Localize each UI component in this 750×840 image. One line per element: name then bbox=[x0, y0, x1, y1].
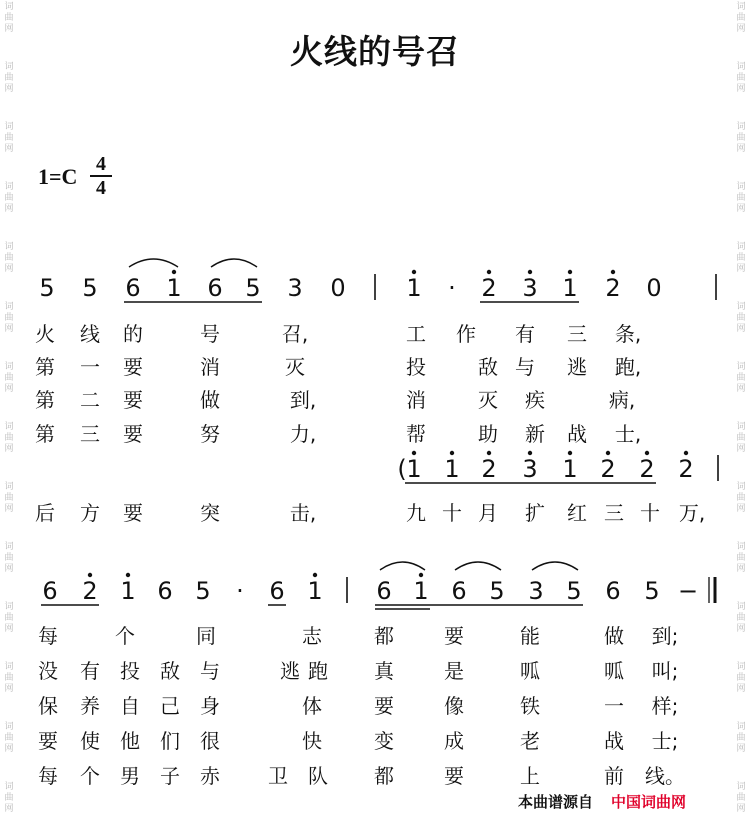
lyric-char: 男 bbox=[120, 764, 140, 788]
lyric-char: 很 bbox=[200, 729, 220, 753]
time-signature-top: 4 bbox=[96, 153, 106, 175]
watermark-text: 词 曲 网 bbox=[4, 362, 14, 394]
note-digit: 6 bbox=[125, 274, 141, 302]
watermark-text: 词 曲 网 bbox=[4, 662, 14, 694]
octave-dot bbox=[606, 451, 610, 455]
watermark-text: 词 曲 网 bbox=[736, 602, 746, 634]
lyric-char: 体 bbox=[302, 694, 322, 718]
watermark-text: 词 曲 网 bbox=[736, 62, 746, 94]
lyric-line-verse1 bbox=[0, 318, 750, 344]
lyric-char: 的 bbox=[123, 322, 143, 346]
watermark-text: 词 曲 网 bbox=[736, 782, 746, 814]
watermark-text: 词 曲 网 bbox=[736, 302, 746, 334]
lyric-char: 战 bbox=[567, 422, 587, 446]
lyric-char: 一 bbox=[80, 355, 100, 379]
watermark-text: 词 曲 网 bbox=[4, 482, 14, 514]
lyric-char: 要 bbox=[123, 422, 143, 446]
lyric-char: 都 bbox=[374, 624, 394, 648]
note-digit: 2 bbox=[82, 577, 98, 605]
lyric-char: 要 bbox=[444, 764, 464, 788]
note-digit: 6 bbox=[605, 577, 621, 605]
watermark-text: 词 曲 网 bbox=[4, 782, 14, 814]
lyric-char: 使 bbox=[80, 729, 100, 753]
lyric-char: 跑, bbox=[614, 355, 642, 379]
note-digit: 6 bbox=[269, 577, 285, 605]
lyric-char: 逃 bbox=[567, 355, 587, 379]
note-digit: 6 bbox=[207, 274, 223, 302]
bracket-glyph: ( bbox=[397, 455, 407, 483]
lyric-char: 助 bbox=[478, 422, 498, 446]
lyric-char: 力, bbox=[289, 422, 317, 446]
lyric-line-verse2 bbox=[0, 351, 750, 377]
lyric-char: 灭 bbox=[285, 355, 305, 379]
lyric-char: 成 bbox=[444, 729, 464, 753]
note-digit: − bbox=[677, 577, 699, 605]
octave-dot bbox=[568, 451, 572, 455]
lyric-char: 们 bbox=[160, 729, 180, 753]
watermark-text: 词 曲 网 bbox=[4, 602, 14, 634]
lyric-char: 消 bbox=[406, 388, 426, 412]
slur bbox=[380, 562, 425, 570]
note-digit: 3 bbox=[522, 274, 538, 302]
lyric-char: 到, bbox=[289, 388, 317, 412]
lyric-char: 要 bbox=[123, 388, 143, 412]
source-site: 中国词曲网 bbox=[611, 793, 687, 811]
lyric-char: 个 bbox=[80, 764, 100, 788]
lyric-char: 二 bbox=[80, 388, 100, 412]
watermark-text: 词 曲 网 bbox=[736, 482, 746, 514]
lyric-char: 战 bbox=[604, 729, 624, 753]
lyric-char: 子 bbox=[160, 764, 180, 788]
time-signature-bottom: 4 bbox=[96, 177, 106, 199]
lyric-char: 保 bbox=[38, 694, 58, 718]
note-digit: 6 bbox=[451, 577, 467, 605]
octave-dot bbox=[487, 451, 491, 455]
lyric-char: 要 bbox=[444, 624, 464, 648]
watermark-text: 词 曲 网 bbox=[4, 2, 14, 34]
lyric-char: 前 bbox=[604, 764, 624, 788]
lyric-char: 赤 bbox=[200, 764, 220, 788]
slur bbox=[129, 259, 178, 267]
lyric-line-part2-5 bbox=[0, 760, 750, 786]
watermark-text: 词 曲 网 bbox=[736, 422, 746, 454]
note-digit: 1 bbox=[120, 577, 136, 605]
lyric-char: 线 bbox=[80, 322, 100, 346]
lyric-char: 变 bbox=[374, 729, 394, 753]
lyric-char: 要 bbox=[123, 355, 143, 379]
lyric-char: 三 bbox=[604, 501, 624, 525]
note-digit: 5 bbox=[489, 577, 505, 605]
lyric-char: 突 bbox=[200, 501, 220, 525]
note-digit: 2 bbox=[481, 455, 497, 483]
lyric-char: 扩 bbox=[525, 501, 545, 525]
watermark-text: 词 曲 网 bbox=[736, 722, 746, 754]
note-digit: 3 bbox=[287, 274, 303, 302]
lyric-char: 投 bbox=[406, 355, 426, 379]
watermark-text: 词 曲 网 bbox=[736, 242, 746, 274]
octave-dot bbox=[88, 573, 92, 577]
lyric-char: 上 bbox=[520, 764, 540, 788]
lyric-char: 投 bbox=[120, 659, 140, 683]
note-digit: 6 bbox=[42, 577, 58, 605]
watermark-text: 词 曲 网 bbox=[4, 122, 14, 154]
watermark-text: 词 曲 网 bbox=[4, 302, 14, 334]
lyric-char: 是 bbox=[444, 659, 464, 683]
lyric-char: 己 bbox=[160, 694, 180, 718]
note-digit: 2 bbox=[481, 274, 497, 302]
watermark-text: 词 曲 网 bbox=[736, 2, 746, 34]
lyric-line-part2-2 bbox=[0, 655, 750, 681]
song-title: 火线的号召 bbox=[290, 32, 460, 71]
lyric-char: 都 bbox=[374, 764, 394, 788]
lyric-char: 能 bbox=[520, 624, 540, 648]
note-digit: 0 bbox=[646, 274, 662, 302]
lyric-char: 敌 bbox=[478, 355, 498, 379]
lyric-line-verse5 bbox=[0, 497, 750, 523]
lyric-char: 与 bbox=[515, 355, 535, 379]
watermark-text: 词 曲 网 bbox=[4, 182, 14, 214]
lyric-char: 号 bbox=[200, 322, 220, 346]
lyric-char: 疾 bbox=[525, 388, 545, 412]
lyric-char: 自 bbox=[120, 694, 140, 718]
lyric-char: 做 bbox=[604, 624, 624, 648]
lyric-char: 身 bbox=[200, 694, 220, 718]
lyric-char: 病, bbox=[608, 388, 636, 412]
watermark-text: 词 曲 网 bbox=[4, 62, 14, 94]
lyric-char: 他 bbox=[120, 729, 140, 753]
lyric-char: 召, bbox=[281, 322, 309, 346]
note-digit: 5 bbox=[566, 577, 582, 605]
lyric-char: 帮 bbox=[406, 422, 426, 446]
octave-dot bbox=[645, 451, 649, 455]
note-digit: 1 bbox=[413, 577, 429, 605]
lyric-char: 志 bbox=[302, 624, 322, 648]
watermark-text: 词 曲 网 bbox=[736, 122, 746, 154]
watermark-text: 词 曲 网 bbox=[736, 362, 746, 394]
lyric-char: 作 bbox=[456, 322, 476, 346]
lyric-char: 队 bbox=[308, 764, 328, 788]
lyric-char: 击, bbox=[289, 501, 317, 525]
lyric-char: 士; bbox=[651, 729, 679, 753]
lyric-line-verse3 bbox=[0, 384, 750, 410]
lyric-char: 工 bbox=[406, 322, 426, 346]
lyric-char: 铁 bbox=[520, 694, 540, 718]
lyric-char: 线。 bbox=[645, 764, 685, 788]
lyric-char: 逃 bbox=[280, 659, 300, 683]
note-digit: 2 bbox=[605, 274, 621, 302]
octave-dot bbox=[450, 451, 454, 455]
note-digit: 1 bbox=[406, 274, 422, 302]
lyric-char: 条, bbox=[614, 322, 642, 346]
octave-dot bbox=[126, 573, 130, 577]
lyric-char: 要 bbox=[123, 501, 143, 525]
octave-dot bbox=[528, 451, 532, 455]
note-digit: 1 bbox=[166, 274, 182, 302]
lyric-line-part2-1 bbox=[0, 620, 750, 646]
note-digit: 5 bbox=[82, 274, 98, 302]
lyric-char: 火 bbox=[35, 322, 55, 346]
lyric-char: 老 bbox=[520, 729, 540, 753]
octave-dot bbox=[313, 573, 317, 577]
lyric-char: 做 bbox=[200, 388, 220, 412]
watermark-text: 词 曲 网 bbox=[4, 542, 14, 574]
lyric-char: 灭 bbox=[478, 388, 498, 412]
note-digit: 0 bbox=[330, 274, 346, 302]
octave-dot bbox=[528, 270, 532, 274]
lyric-char: 红 bbox=[567, 501, 587, 525]
watermark-text: 词 曲 网 bbox=[736, 542, 746, 574]
note-digit: 1 bbox=[562, 455, 578, 483]
octave-dot bbox=[412, 451, 416, 455]
lyric-char: 每 bbox=[38, 624, 58, 648]
octave-dot bbox=[419, 573, 423, 577]
lyric-char: 没 bbox=[38, 659, 58, 683]
lyric-line-part2-4 bbox=[0, 725, 750, 751]
note-digit: 3 bbox=[528, 577, 544, 605]
lyric-char: 真 bbox=[374, 659, 394, 683]
octave-dot bbox=[611, 270, 615, 274]
lyric-char: 一 bbox=[604, 694, 624, 718]
note-digit: 5 bbox=[195, 577, 211, 605]
lyric-char: 呱 bbox=[604, 659, 624, 683]
watermark-text: 词 曲 网 bbox=[736, 662, 746, 694]
octave-dot bbox=[568, 270, 572, 274]
lyric-char: 努 bbox=[200, 422, 220, 446]
watermark-text: 词 曲 网 bbox=[4, 422, 14, 454]
lyric-char: 卫 bbox=[268, 764, 288, 788]
octave-dot bbox=[487, 270, 491, 274]
note-digit: 1 bbox=[444, 455, 460, 483]
lyric-char: 样; bbox=[651, 694, 679, 718]
note-digit: · bbox=[448, 274, 456, 302]
lyric-char: 消 bbox=[200, 355, 220, 379]
note-digit: 2 bbox=[639, 455, 655, 483]
lyric-char: 方 bbox=[80, 501, 100, 525]
source-label: 本曲谱源自 bbox=[518, 793, 594, 811]
lyric-char: 后 bbox=[35, 501, 55, 525]
watermark-text: 词 曲 网 bbox=[4, 722, 14, 754]
lyric-char: 要 bbox=[374, 694, 394, 718]
lyric-char: 到; bbox=[651, 624, 679, 648]
lyric-char: 士, bbox=[614, 422, 642, 446]
lyric-char: 叫; bbox=[651, 659, 679, 683]
lyric-char: 万, bbox=[678, 501, 706, 525]
note-digit: 2 bbox=[678, 455, 694, 483]
note-digit: 6 bbox=[376, 577, 392, 605]
lyric-char: 十 bbox=[640, 501, 660, 525]
note-digit: 3 bbox=[522, 455, 538, 483]
octave-dot bbox=[684, 451, 688, 455]
lyric-char: 跑 bbox=[308, 659, 328, 683]
slur bbox=[455, 562, 501, 570]
lyric-char: 月 bbox=[478, 501, 498, 525]
note-digit: 5 bbox=[644, 577, 660, 605]
lyric-char: 呱 bbox=[520, 659, 540, 683]
lyric-char: 敌 bbox=[160, 659, 180, 683]
lyric-char: 像 bbox=[444, 694, 464, 718]
lyric-char: 第 bbox=[35, 388, 55, 412]
lyric-line-part2-3 bbox=[0, 690, 750, 716]
source-credit bbox=[518, 791, 686, 812]
lyric-char: 有 bbox=[515, 322, 535, 346]
lyric-line-verse4 bbox=[0, 418, 750, 444]
watermark-text: 词 曲 网 bbox=[4, 242, 14, 274]
key-signature: 1=C bbox=[38, 164, 78, 189]
lyric-char: 快 bbox=[302, 729, 322, 753]
lyric-char: 第 bbox=[35, 355, 55, 379]
lyric-char: 十 bbox=[442, 501, 462, 525]
lyric-char: 养 bbox=[80, 694, 100, 718]
lyric-char: 九 bbox=[406, 501, 426, 525]
slur bbox=[532, 562, 578, 570]
lyric-char: 要 bbox=[38, 729, 58, 753]
lyric-char: 每 bbox=[38, 764, 58, 788]
note-digit: 2 bbox=[600, 455, 616, 483]
note-digit: 6 bbox=[157, 577, 173, 605]
lyric-char: 新 bbox=[525, 422, 545, 446]
note-digit: 1 bbox=[562, 274, 578, 302]
watermark-text: 词 曲 网 bbox=[736, 182, 746, 214]
lyric-char: 第 bbox=[35, 422, 55, 446]
octave-dot bbox=[172, 270, 176, 274]
note-digit: 5 bbox=[39, 274, 55, 302]
lyric-char: 同 bbox=[196, 624, 216, 648]
lyric-char: 与 bbox=[200, 659, 220, 683]
slur bbox=[211, 259, 257, 267]
lyric-char: 有 bbox=[80, 659, 100, 683]
note-digit: 1 bbox=[307, 577, 323, 605]
lyric-char: 个 bbox=[115, 624, 135, 648]
octave-dot bbox=[412, 270, 416, 274]
note-digit: · bbox=[236, 577, 244, 605]
lyric-char: 三 bbox=[567, 322, 587, 346]
note-digit: 5 bbox=[245, 274, 261, 302]
note-digit: 1 bbox=[406, 455, 422, 483]
lyric-char: 三 bbox=[80, 422, 100, 446]
